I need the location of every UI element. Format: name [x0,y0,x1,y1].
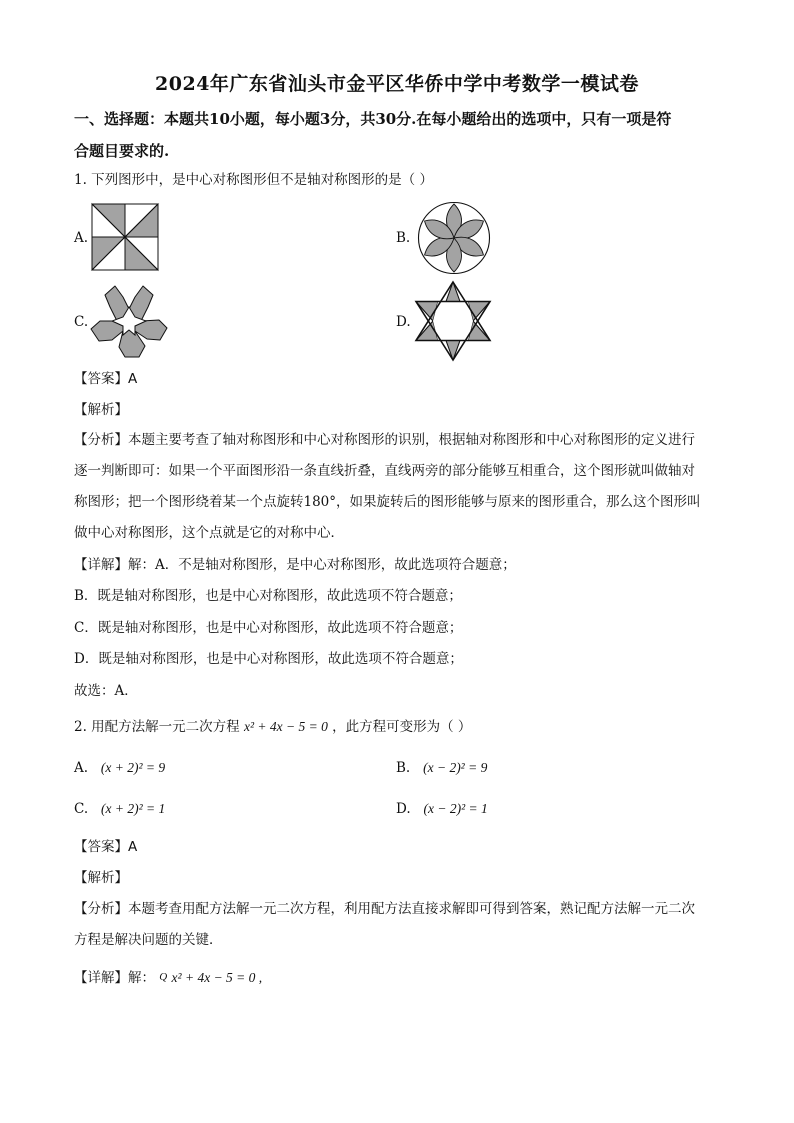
hexagram-figure [416,282,490,360]
q2-analysis-line-1: 【分析】本题考查用配方法解一元二次方程，利用配方法直接求解即可得到答案，熟记配方法解一元二次 [74,901,695,917]
q1-analysis-line-2: 逐一判断即可：如果一个平面图形沿一条直线折叠，直线两旁的部分能够互相重合，这个图形就叫做轴对 [74,463,695,479]
q1-detail-line-2: B．既是轴对称图形，也是中心对称图形，故此选项不符合题意； [74,588,462,604]
pinwheel-figure [92,204,158,270]
q1-detail-line-4: D．既是轴对称图形，也是中心对称图形，故此选项不符合题意； [74,651,463,667]
q2-option-c [74,801,165,817]
q2-jiexi: 【解析】 [74,870,128,886]
q2-detail-equation: x² + 4x − 5 = 0 , [171,970,263,985]
page-title: 2024年广东省汕头市金平区华侨中学中考数学一模试卷 [155,73,639,95]
q1-detail-line-1: 【详解】解：A．不是轴对称图形，是中心对称图形，故此选项符合题意； [74,557,516,573]
q2-option-a-expr: (x + 2)² = 9 [100,760,166,775]
q2-option-b-expr: (x − 2)² = 9 [423,760,488,775]
q2-detail-symbol: Q [159,971,168,983]
q2-stem-suffix: ，此方程可变形为（ ） [332,719,472,735]
q1-stem: 1. 下列图形中，是中心对称图形但不是轴对称图形的是（ ） [74,172,433,188]
q1-jiexi: 【解析】 [74,402,128,418]
q2-option-b [396,760,487,776]
q2-option-d [396,801,488,817]
section-heading-line-1: 一、选择题：本题共10小题，每小题3分，共30分.在每小题给出的选项中，只有一项是符 [74,110,672,128]
q2-detail-prefix: 【详解】解： [74,970,155,986]
star-hole-figure [91,285,167,357]
q2-answer: 【答案】A [74,839,138,855]
q1-option-d-label: D. [396,314,411,330]
q1-answer: 【答案】A [74,371,138,387]
q2-equation: x² + 4x − 5 = 0 [243,719,328,734]
q2-stem [74,718,471,736]
q1-option-b-label: B. [396,230,411,246]
q1-detail-line-5: 故选：A． [74,683,138,699]
q1-option-a-label: A. [74,230,89,246]
q2-option-a [74,760,165,776]
flower-circle-figure [417,201,491,275]
q1-option-c-label: C. [74,314,89,330]
q1-detail-line-3: C．既是轴对称图形，也是中心对称图形，故此选项不符合题意； [74,620,463,636]
section-heading-line-2: 合题目要求的. [74,142,170,160]
q2-option-a-label: A. [74,760,89,776]
q2-detail [74,968,262,987]
q2-analysis-line-2: 方程是解决问题的关键． [74,932,223,948]
q2-option-c-label: C. [74,801,89,817]
q2-option-d-label: D. [396,801,411,817]
q2-option-d-expr: (x − 2)² = 1 [423,801,488,816]
q2-option-c-expr: (x + 2)² = 1 [101,801,166,816]
q2-stem-prefix: 2. 用配方法解一元二次方程 [74,719,240,735]
q1-analysis-line-3: 称图形；把一个图形绕着某一个点旋转180°，如果旋转后的图形能够与原来的图形重合，那么这个图形叫 [74,494,701,510]
q1-analysis-line-1: 【分析】本题主要考查了轴对称图形和中心对称图形的识别，根据轴对称图形和中心对称图形的定义进行 [74,432,695,448]
q2-option-b-label: B. [396,760,411,776]
q1-analysis-line-4: 做中心对称图形，这个点就是它的对称中心． [74,525,344,541]
